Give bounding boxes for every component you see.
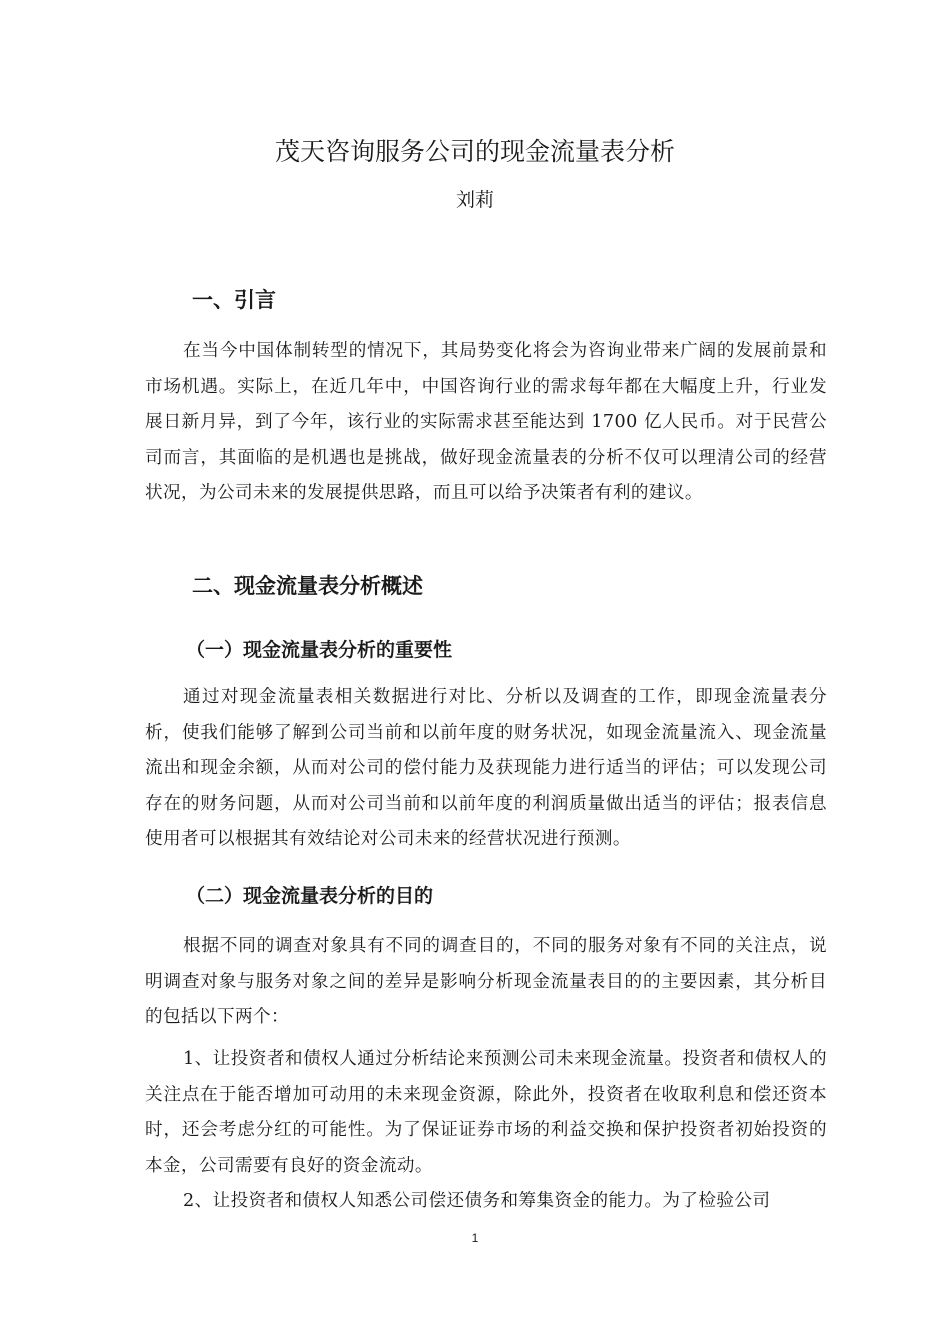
subsection-heading-importance: （一）现金流量表分析的重要性 bbox=[186, 639, 453, 661]
subsection-heading-purpose: （二）现金流量表分析的目的 bbox=[186, 885, 434, 907]
document-title: 茂天咨询服务公司的现金流量表分析 bbox=[274, 137, 675, 166]
author-name: 刘莉 bbox=[455, 189, 494, 211]
page-number: 1 bbox=[471, 1231, 479, 1245]
purpose-paragraph-intro: 根据不同的调查对象具有不同的调查目的，不同的服务对象有不同的关注点，说明调查对象与服务对象之间的差异是影响分析现金流量表目的的主要因素，其分析目的包括以下两个： bbox=[145, 936, 827, 1027]
importance-paragraph: 通过对现金流量表相关数据进行对比、分析以及调查的工作，即现金流量表分析，使我们能够了解到公司当前和以前年度的财务状况，如现金流量流入、现金流量流出和现金余额，从而对公司的偿付能力及获现能力进行适当的评估；可以发现公司存在的财务问题，从而对公司当前和以前年度的利润质量做出适当的评估；报表信息使用者可以根据其有效结论对公司未来的经营状况进行预测。 bbox=[145, 687, 827, 849]
section-heading-overview: 二、现金流量表分析概述 bbox=[192, 574, 423, 598]
purpose-paragraph-item-2: 2、让投资者和债权人知悉公司偿还债务和筹集资金的能力。为了检验公司 bbox=[183, 1191, 771, 1211]
purpose-paragraph-item-1: 1、让投资者和债权人通过分析结论来预测公司未来现金流量。投资者和债权人的关注点在于能否增加可动用的未来现金资源，除此外，投资者在收取利息和偿还资本时，还会考虑分红的可能性。为了保证证券市场的利益交换和保护投资者初始投资的本金，公司需要有良好的资金流动。 bbox=[145, 1049, 827, 1176]
introduction-paragraph: 在当今中国体制转型的情况下，其局势变化将会为咨询业带来广阔的发展前景和市场机遇。实际上，在近几年中，中国咨询行业的需求每年都在大幅度上升，行业发展日新月异，到了今年，该行业的实际需求甚至能达到 1700 亿人民币。对于民营公司而言，其面临的是机遇也是挑战，做好现金流量表的分析不仅可以理清公司的经营状况，为公司未来的发展提供思路，而且可以给予决策者有利的建议。 bbox=[145, 341, 827, 503]
section-heading-introduction: 一、引言 bbox=[192, 288, 276, 312]
